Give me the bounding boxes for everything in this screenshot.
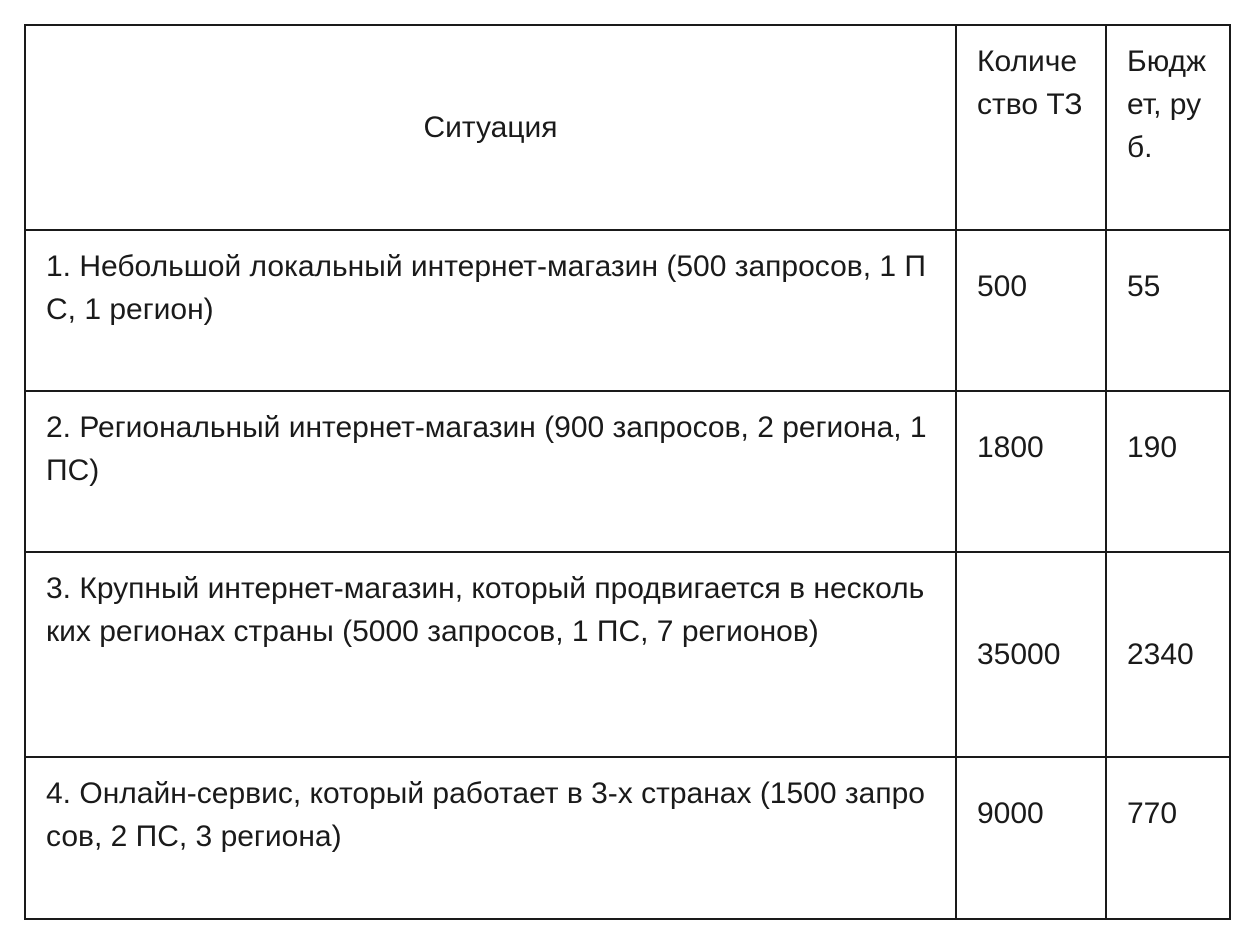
- cell-count: 35000: [956, 552, 1106, 757]
- header-budget: Бюджет, руб.: [1106, 25, 1230, 230]
- cell-budget: 55: [1106, 230, 1230, 391]
- cell-count: 500: [956, 230, 1106, 391]
- cell-budget: 770: [1106, 757, 1230, 919]
- cell-situation: 4. Онлайн-сервис, который работает в 3-х странах (1500 запросов, 2 ПС, 3 региона): [25, 757, 956, 919]
- header-situation: Ситуация: [25, 25, 956, 230]
- table-row: [25, 552, 1230, 757]
- cell-budget: 2340: [1106, 552, 1230, 757]
- cell-count: 1800: [956, 391, 1106, 552]
- table-row: [25, 757, 1230, 919]
- cell-budget: 190: [1106, 391, 1230, 552]
- cell-situation: 2. Региональный интернет-магазин (900 запросов, 2 региона, 1 ПС): [25, 391, 956, 552]
- cell-situation: 1. Небольшой локальный интернет-магазин (500 запросов, 1 ПС, 1 регион): [25, 230, 956, 391]
- table-row: [25, 230, 1230, 391]
- cell-count: 9000: [956, 757, 1106, 919]
- table-row: [25, 391, 1230, 552]
- table-header-row: [25, 25, 1230, 230]
- cell-situation: 3. Крупный интернет-магазин, который продвигается в нескольких регионах страны (5000 запросов, 1 ПС, 7 регионов): [25, 552, 956, 757]
- pricing-table: [24, 24, 1231, 920]
- header-count: Количество ТЗ: [956, 25, 1106, 230]
